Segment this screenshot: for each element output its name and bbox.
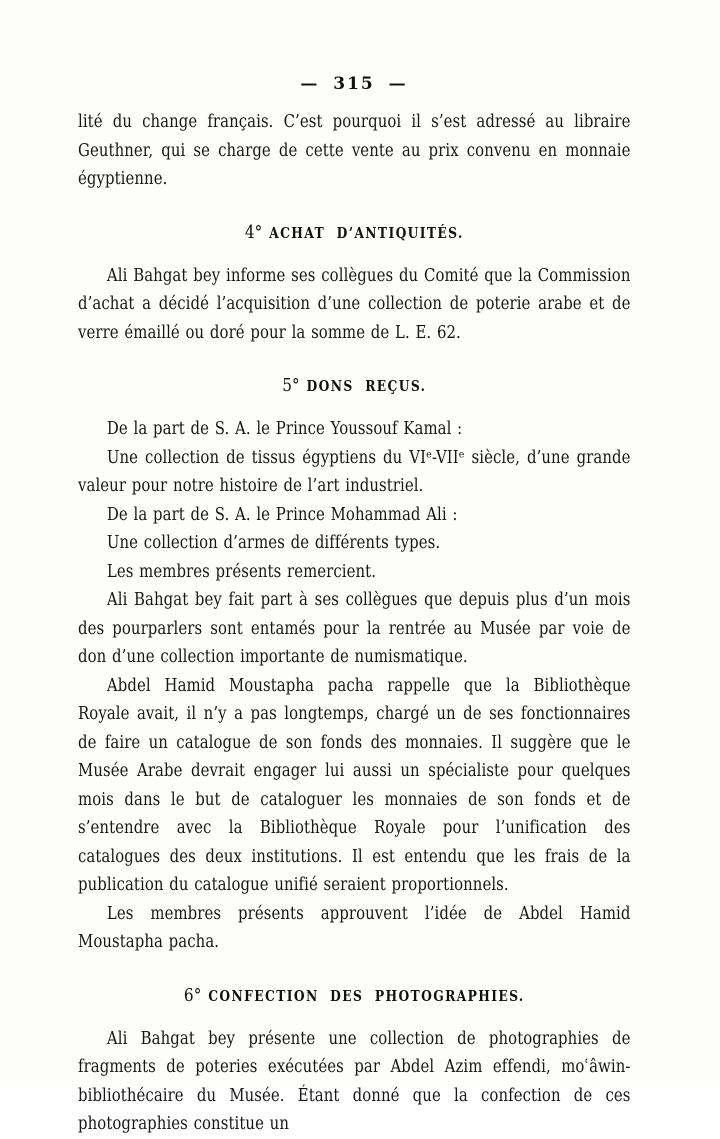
paragraph: De la part de S. A. le Prince Youssouf Kamal : — [106, 419, 463, 439]
heading-number: 6° — [183, 984, 202, 1006]
paragraph-continuation: lité du change français. C’est pourquoi il s’est adressé au libraire Geuthner, qui se charge de cette vente au prix convenu en monnaie égyptienne. — [78, 112, 631, 189]
heading-number: 5° — [282, 375, 300, 396]
heading-title: DONS REÇUS. — [306, 378, 427, 395]
paragraph: Une collection de tissus égyptiens du VIᵉ-VIIᵉ siècle, d’une grande valeur pour notre histoire de l’art industriel. — [78, 447, 631, 496]
paragraph: Une collection d’armes de différents types. — [106, 533, 441, 553]
page-body — [78, 108, 631, 1139]
page-header — [78, 74, 630, 94]
heading-title: CONFECTION DES PHOTOGRAPHIES. — [208, 987, 525, 1005]
paragraph: Ali Bahgat bey informe ses collègues du Comité que la Commission d’achat a décidé l’acquisition d’une collection de poterie arabe et de verre émaillé ou doré pour la somme de L. E. 62. — [78, 265, 631, 343]
heading-number: 4° — [244, 221, 263, 243]
paragraph: Les membres présents remercient. — [106, 561, 377, 582]
paragraph: De la part de S. A. le Prince Mohammad Ali : — [106, 504, 458, 525]
section-heading-dons-recus — [78, 373, 631, 397]
paragraph: Ali Bahgat bey fait part à ses collègues que depuis plus d’un mois des pourparlers sont entamés pour la rentrée au Musée par voie de don d’une collection importante de numismatique. — [78, 590, 631, 667]
section-heading-confection-photographies — [78, 983, 631, 1007]
heading-title: ACHAT D’ANTIQUITÉS. — [269, 224, 464, 242]
paragraph: Ali Bahgat bey présente une collection de photographies de fragments de poteries exécutées par Abdel Azim effendi, moʿâwin-bibliothécaire du Musée. Étant donné que la confection de ces photographies constitue un — [78, 1028, 631, 1134]
section-heading-achat-antiquites — [78, 220, 631, 244]
paragraph: Les membres présents approuvent l’idée de Abdel Hamid Moustapha pacha. — [78, 903, 631, 952]
page-number: — 315 — — [300, 74, 408, 94]
paragraph: Abdel Hamid Moustapha pacha rappelle que la Bibliothèque Royale avait, il n’y a pas longtemps, chargé un de ses fonctionnaires de faire un catalogue de son fonds des monnaies. Il suggère que le Musée Arabe devrait engager lui aussi un spécialiste pour quelques mois dans le but de cataloguer les monnaies de son fonds et de s’entendre avec la Bibliothèque Royale pour l’unification des catalogues des deux institutions. Il est entendu que les frais de la publication du catalogue unifié seraient proportionnels. — [78, 675, 631, 895]
